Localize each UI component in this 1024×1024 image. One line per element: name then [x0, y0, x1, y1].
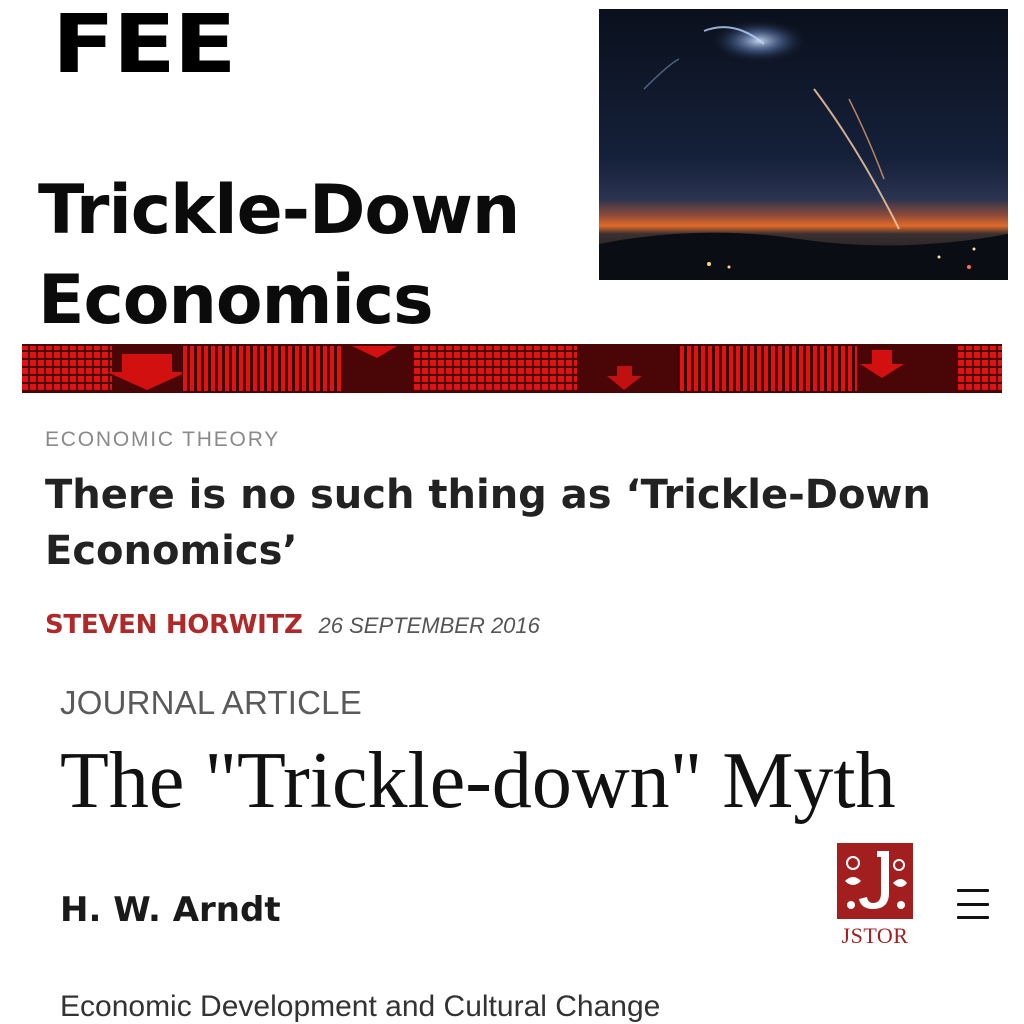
journal-name[interactable]: Economic Development and Cultural Change — [60, 990, 661, 1023]
byline — [45, 610, 540, 640]
journal-article-title[interactable]: The "Trickle-down" Myth — [60, 737, 896, 825]
author-name[interactable]: STEVEN HORWITZ — [45, 610, 303, 640]
hero-title — [38, 166, 598, 346]
hero-title-line2: Economics — [38, 261, 433, 340]
content-type-label: JOURNAL ARTICLE — [60, 684, 362, 721]
menu-line — [957, 903, 989, 906]
jstor-logo[interactable] — [834, 843, 916, 949]
publish-date: 26 SEPTEMBER 2016 — [318, 613, 540, 638]
section-label[interactable]: ECONOMIC THEORY — [45, 428, 281, 451]
fee-logo[interactable]: FEE — [52, 0, 235, 92]
hero-image — [599, 9, 1008, 280]
jstor-wordmark: JSTOR — [841, 923, 909, 948]
menu-line — [957, 916, 989, 919]
down-arrow-pattern-strip — [22, 344, 1002, 393]
rocket-launch-night-sky-image — [599, 9, 1008, 280]
jstor-emblem-icon — [837, 843, 913, 919]
hero-title-line1: Trickle-Down — [38, 171, 520, 250]
article-title[interactable]: There is no such thing as ‘Trickle-Down Economics’ — [45, 472, 931, 574]
journal-article-author[interactable]: H. W. Arndt — [60, 890, 281, 930]
menu-line — [957, 889, 989, 892]
hamburger-menu-icon[interactable] — [957, 889, 989, 919]
